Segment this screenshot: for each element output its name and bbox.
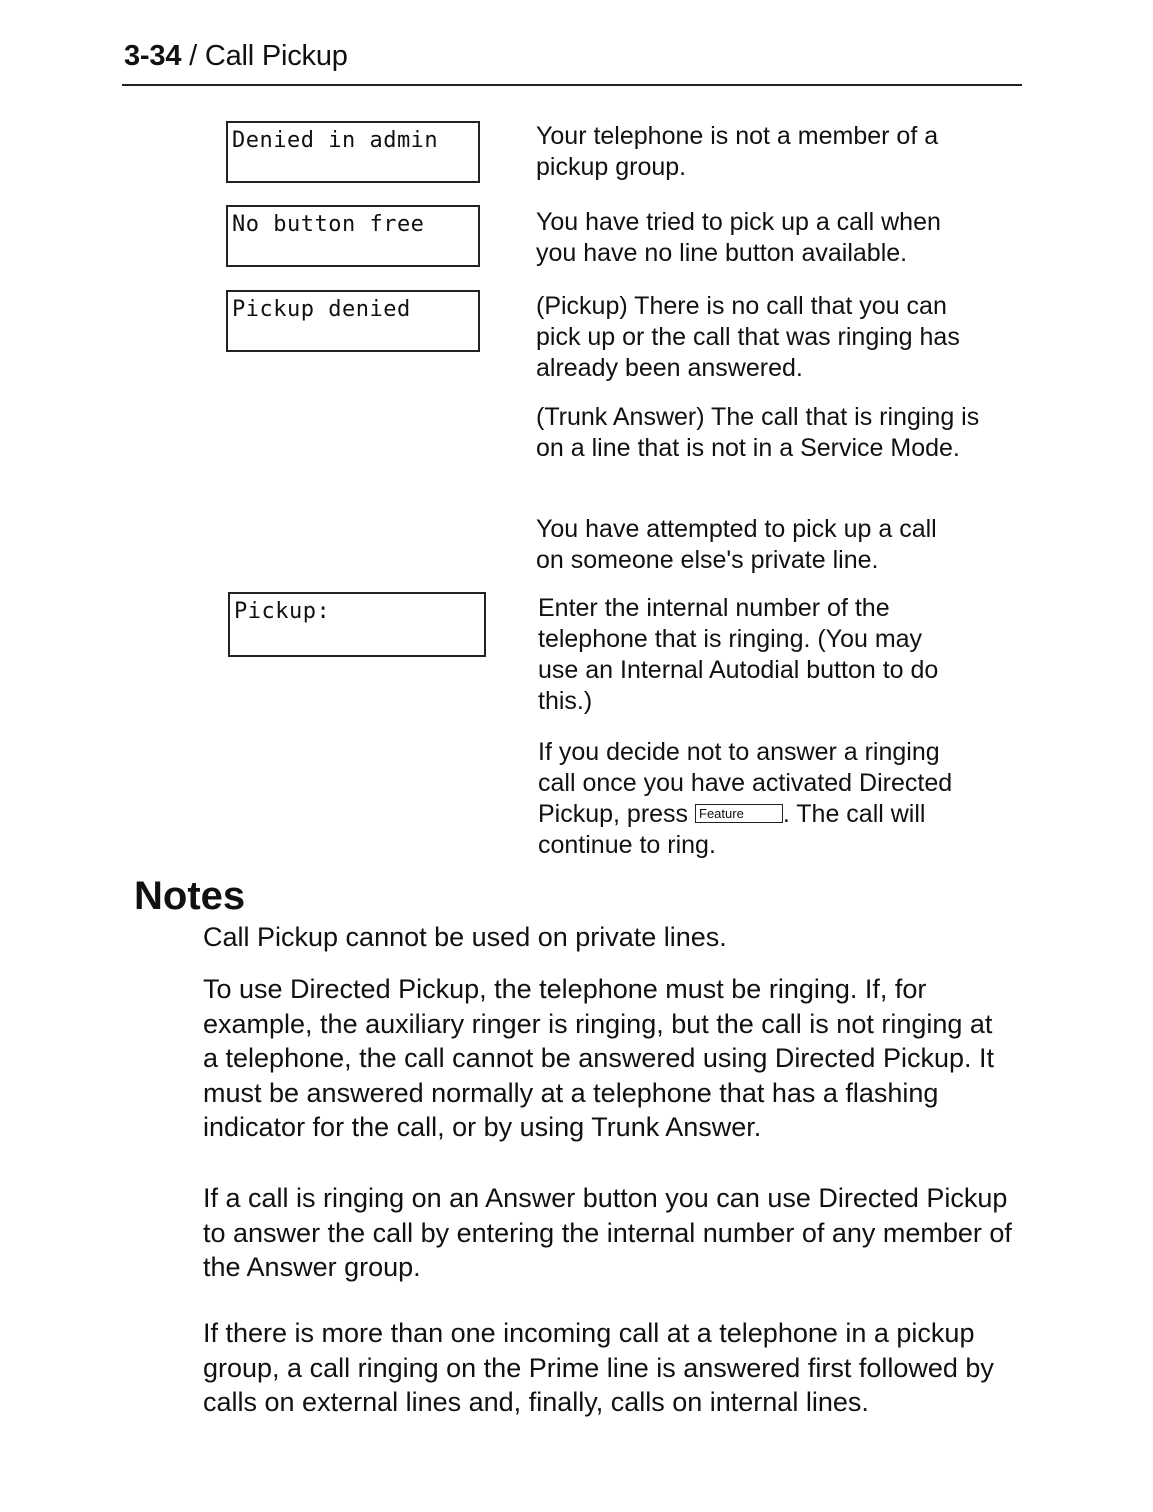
- display-denied-in-admin: Denied in admin: [226, 121, 480, 183]
- feature-key-icon: Feature: [695, 804, 783, 823]
- header-separator: /: [181, 40, 205, 72]
- desc-pickup-denied: (Pickup) There is no call that you can pick up or the call that was ringing has already been answered.: [536, 292, 960, 382]
- desc-enter-internal-number: Enter the internal number of the telephone that is ringing. (You may use an Internal Autodial button to do this.): [538, 594, 939, 715]
- display-pickup: Pickup:: [228, 592, 486, 657]
- desc-not-member: Your telephone is not a member of a pickup group.: [536, 122, 939, 181]
- desc-private-line: You have attempted to pick up a call on someone else's private line.: [536, 515, 937, 574]
- notes-paragraph-4: If there is more than one incoming call at a telephone in a pickup group, a call ringing on the Prime line is answered first followed by calls on external lines and, finally, calls on internal lines.: [203, 1318, 994, 1417]
- notes-paragraph-3: If a call is ringing on an Answer button you can use Directed Pickup to answer the call by entering the internal number of any member of the Answer group.: [203, 1183, 1012, 1282]
- page-number: 3-34: [124, 40, 182, 72]
- desc-trunk-answer: (Trunk Answer) The call that is ringing is on a line that is not in a Service Mode.: [536, 403, 980, 462]
- notes-heading: Notes: [134, 874, 246, 918]
- section-title: Call Pickup: [204, 40, 348, 72]
- desc-no-line-button: You have tried to pick up a call when you have no line button available.: [536, 208, 941, 267]
- notes-paragraph-2: To use Directed Pickup, the telephone must be ringing. If, for example, the auxiliary ringer is ringing, but the call is not ringing at a telephone, the call cannot be answered using Directed Pickup. It must be answered normally at a telephone that has a flashing indicator for the call, or by using Trunk Answer.: [203, 974, 994, 1142]
- desc-feature-cancel: [538, 737, 978, 861]
- display-pickup-denied: Pickup denied: [226, 290, 480, 352]
- page-header: [124, 40, 348, 73]
- notes-paragraph-1: Call Pickup cannot be used on private lines.: [203, 922, 727, 952]
- feature-note-after: . The call will continue to ring.: [538, 800, 926, 859]
- display-no-button-free: No button free: [226, 205, 480, 267]
- feature-note-before: If you decide not to answer a ringing call once you have activated Directed Pickup, press: [538, 738, 953, 828]
- header-rule: [122, 84, 1022, 86]
